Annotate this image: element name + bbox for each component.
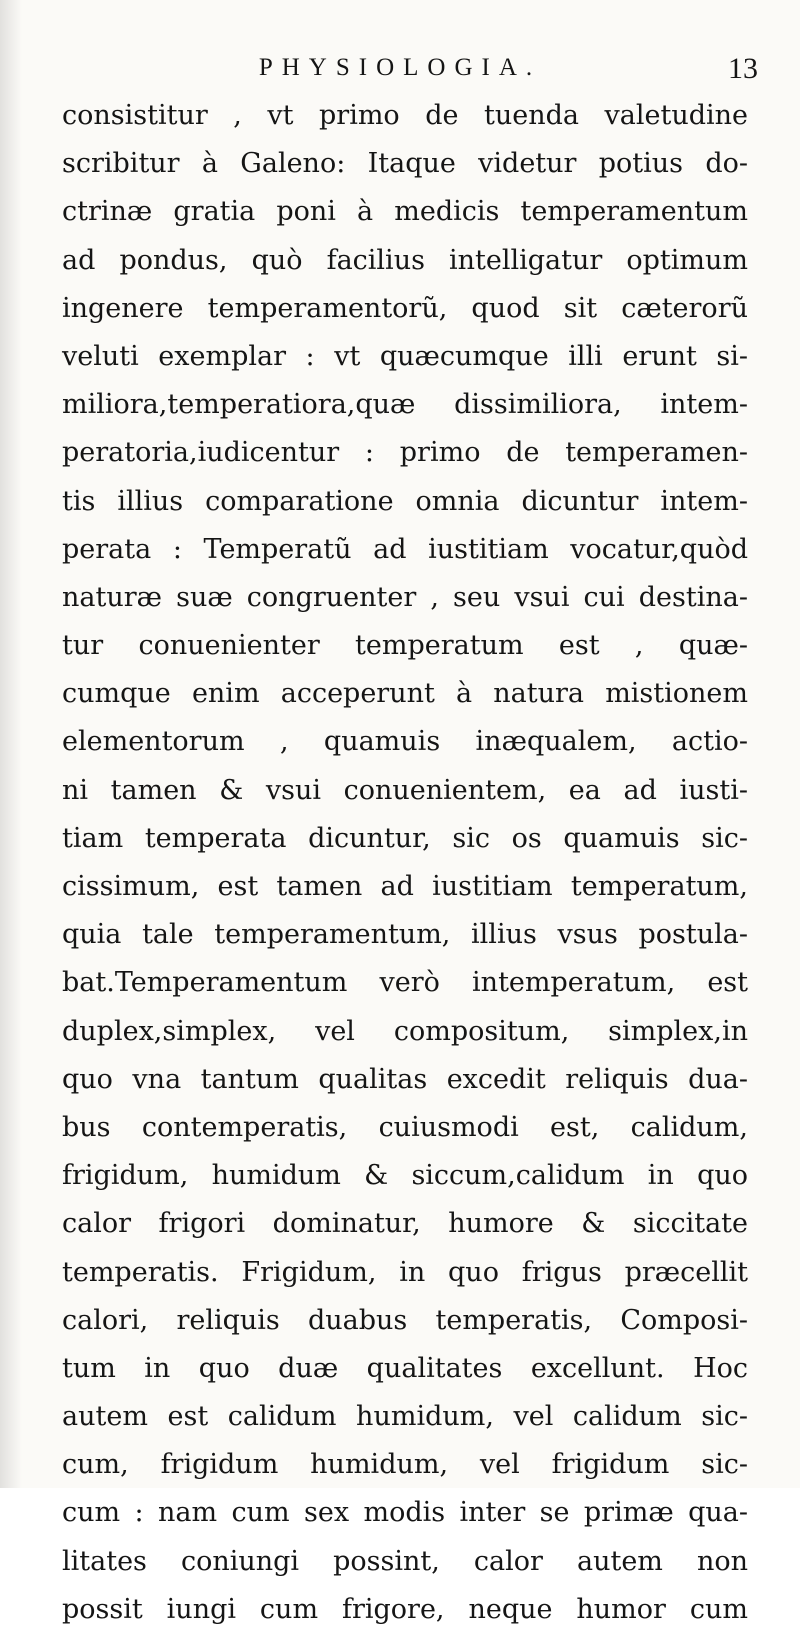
text-line: ni tamen & vsui conuenientem, ea ad iusti-	[62, 774, 748, 806]
text-line: cum : nam cum sex modis inter se primæ qua-	[62, 1497, 748, 1529]
text-line: consistitur , vt primo de tuenda valetudine	[62, 100, 748, 131]
text-line: calori, reliquis duabus temperatis, Composi-	[62, 1304, 748, 1336]
text-line: scribitur à Galeno: Itaque videtur potius do-	[62, 148, 748, 180]
text-line: veluti exemplar : vt quæcumque illi erunt si-	[62, 340, 748, 372]
text-line: autem est calidum humidum, vel calidum sic-	[62, 1401, 748, 1433]
text-line: perata : Temperatũ ad iustitiam vocatur,quòd	[62, 533, 748, 565]
text-line: quia tale temperamentum, illius vsus postula-	[62, 919, 748, 951]
text-line: cissimum, est tamen ad iustitiam temperatum,	[62, 871, 748, 902]
text-line: ingenere temperamentorũ, quod sit cæterorũ	[62, 292, 748, 324]
text-line: temperatis. Frigidum, in quo frigus præcellit	[62, 1256, 748, 1288]
text-line: calor frigori dominatur, humore & siccitate	[62, 1208, 748, 1240]
text-line: cum, frigidum humidum, vel frigidum sic-	[62, 1449, 748, 1481]
text-line: miliora,temperatiora,quæ dissimiliora, intem-	[62, 389, 748, 421]
text-line: ctrinæ gratia poni à medicis temperamentum	[62, 196, 748, 228]
text-line: possit iungi cum frigore, neque humor cum	[62, 1593, 748, 1625]
text-line: bus contemperatis, cuiusmodi est, calidum,	[62, 1111, 748, 1143]
text-line: peratoria,iudicentur : primo de temperamen-	[62, 437, 748, 469]
text-line: bat.Temperamentum verò intemperatum, est	[62, 967, 748, 999]
text-line: tis illius comparatione omnia dicuntur intem-	[62, 485, 748, 517]
text-line: naturæ suæ congruenter , seu vsui cui destina-	[62, 581, 748, 613]
body-text	[62, 92, 748, 1634]
text-line: elementorum , quamuis inæqualem, actio-	[62, 726, 748, 758]
text-line: quo vna tantum qualitas excedit reliquis dua-	[62, 1063, 748, 1095]
text-line: tiam temperata dicuntur, sic os quamuis sic-	[62, 822, 748, 854]
text-line: duplex,simplex, vel compositum, simplex,in	[62, 1015, 748, 1047]
text-line: frigidum, humidum & siccum,calidum in quo	[62, 1160, 748, 1192]
text-line: cumque enim acceperunt à natura mistionem	[62, 678, 748, 710]
text-line: litates coniungi possint, calor autem non	[62, 1545, 748, 1577]
page-number: 13	[728, 52, 758, 85]
text-line: ad pondus, quò facilius intelligatur optimum	[62, 244, 748, 276]
text-line: tum in quo duæ qualitates excellunt. Hoc	[62, 1352, 748, 1384]
gutter-shadow	[0, 0, 22, 1488]
running-title: PHYSIOLOGIA.	[258, 54, 542, 81]
text-line: tur conuenienter temperatum est , quæ-	[62, 630, 748, 662]
